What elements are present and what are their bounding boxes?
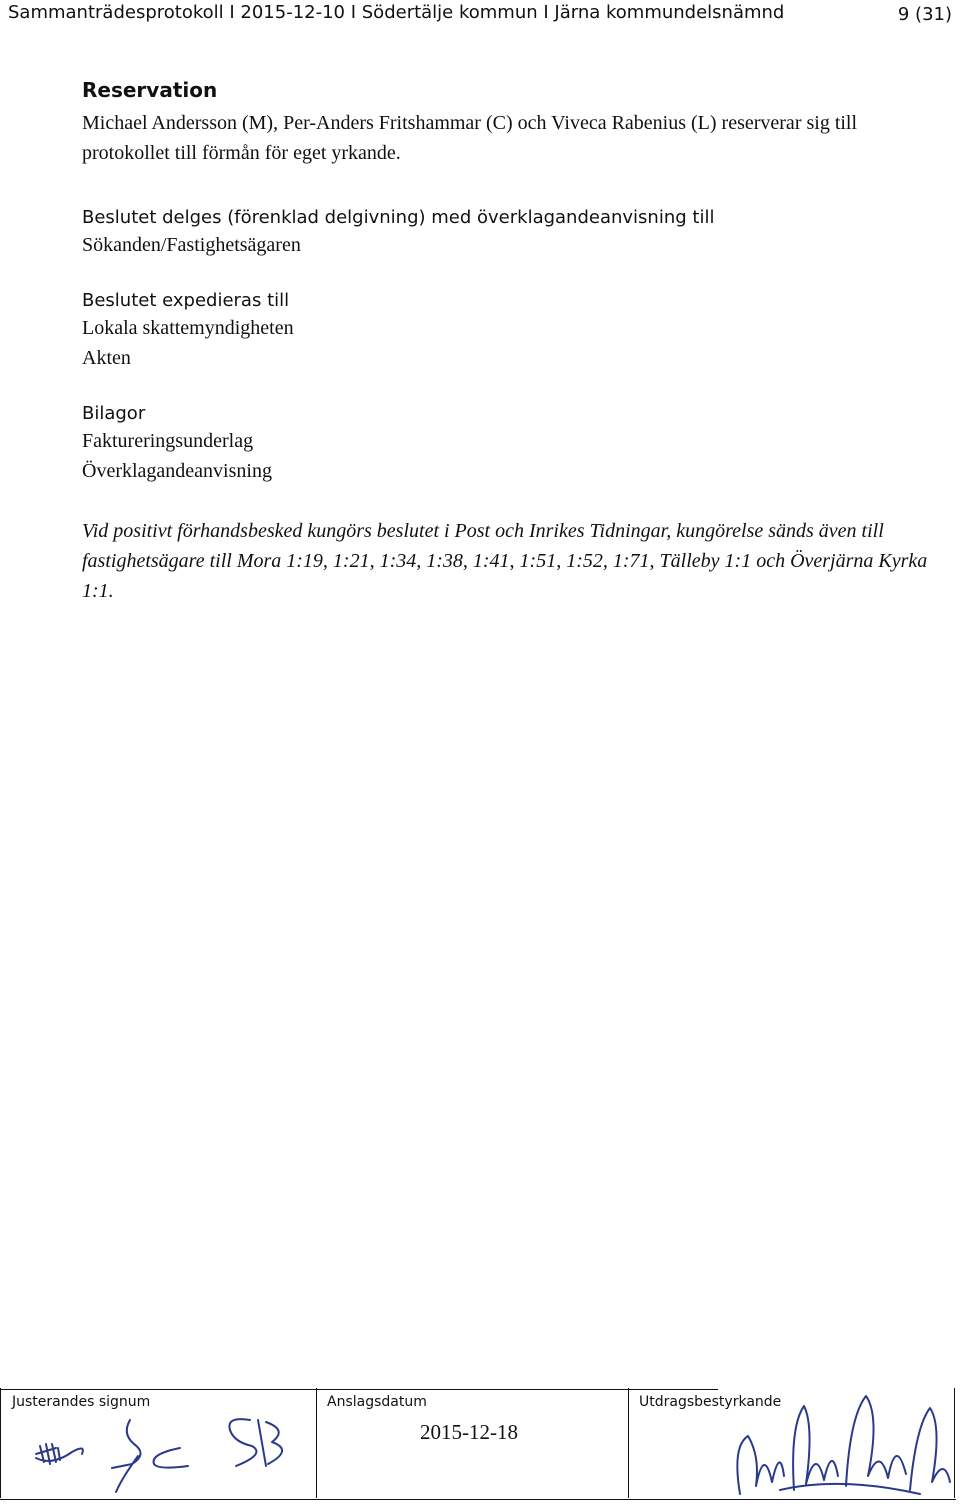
bilagor-label: Bilagor (82, 403, 146, 424)
expedieras-label: Beslutet expedieras till (82, 290, 290, 311)
footer-top-rule (316, 1389, 628, 1390)
document-title: Sammanträdesprotokoll I 2015-12-10 I Södertälje kommun I Järna kommundelsnämnd (8, 2, 785, 23)
footer-top-rule (628, 1389, 718, 1390)
footer-top-rule (0, 1389, 316, 1390)
signature-footer (0, 1386, 956, 1508)
notice-text: Vid positivt förhandsbesked kungörs beslutet i Post och Inrikes Tidningar, kungörelse sänds även till fastighetsägare till Mora 1:19, 1:21, 1:34, 1:38, 1:41, 1:51, 1:52, 1:71, Tälleby 1:1 och Överjärna Kyrka 1:1. (82, 520, 928, 602)
footer-divider (0, 1388, 1, 1498)
page-header (8, 2, 952, 28)
anslagsdatum-label: Anslagsdatum (327, 1394, 427, 1410)
footer-divider (628, 1388, 629, 1498)
justerande-label: Justerandes signum (12, 1394, 151, 1410)
reservation-text: Michael Andersson (M), Per-Anders Fritshammar (C) och Viveca Rabenius (L) reserverar sig till protokollet till förmån för eget yrkande. (82, 112, 858, 164)
expedieras-section (82, 289, 294, 373)
signature-utdrag (720, 1386, 955, 1501)
footer-divider (316, 1388, 317, 1498)
expedieras-item: Lokala skattemyndigheten (82, 317, 294, 339)
delges-section (82, 206, 714, 260)
delges-label: Beslutet delges (förenklad delgivning) med överklagandeanvisning till (82, 207, 715, 228)
utdrag-label: Utdragsbestyrkande (639, 1394, 782, 1410)
reservation-section (82, 78, 942, 168)
anslagsdatum-value: 2015-12-18 (420, 1420, 518, 1444)
page-number: 9 (31) (897, 4, 952, 25)
reservation-heading: Reservation (82, 78, 218, 102)
bilagor-item: Överklagandeanvisning (82, 460, 272, 482)
expedieras-item: Akten (82, 347, 131, 369)
signature-justerande (30, 1408, 300, 1498)
delges-recipient: Sökanden/Fastighetsägaren (82, 234, 301, 256)
bilagor-item: Faktureringsunderlag (82, 430, 254, 452)
bilagor-section (82, 402, 272, 486)
